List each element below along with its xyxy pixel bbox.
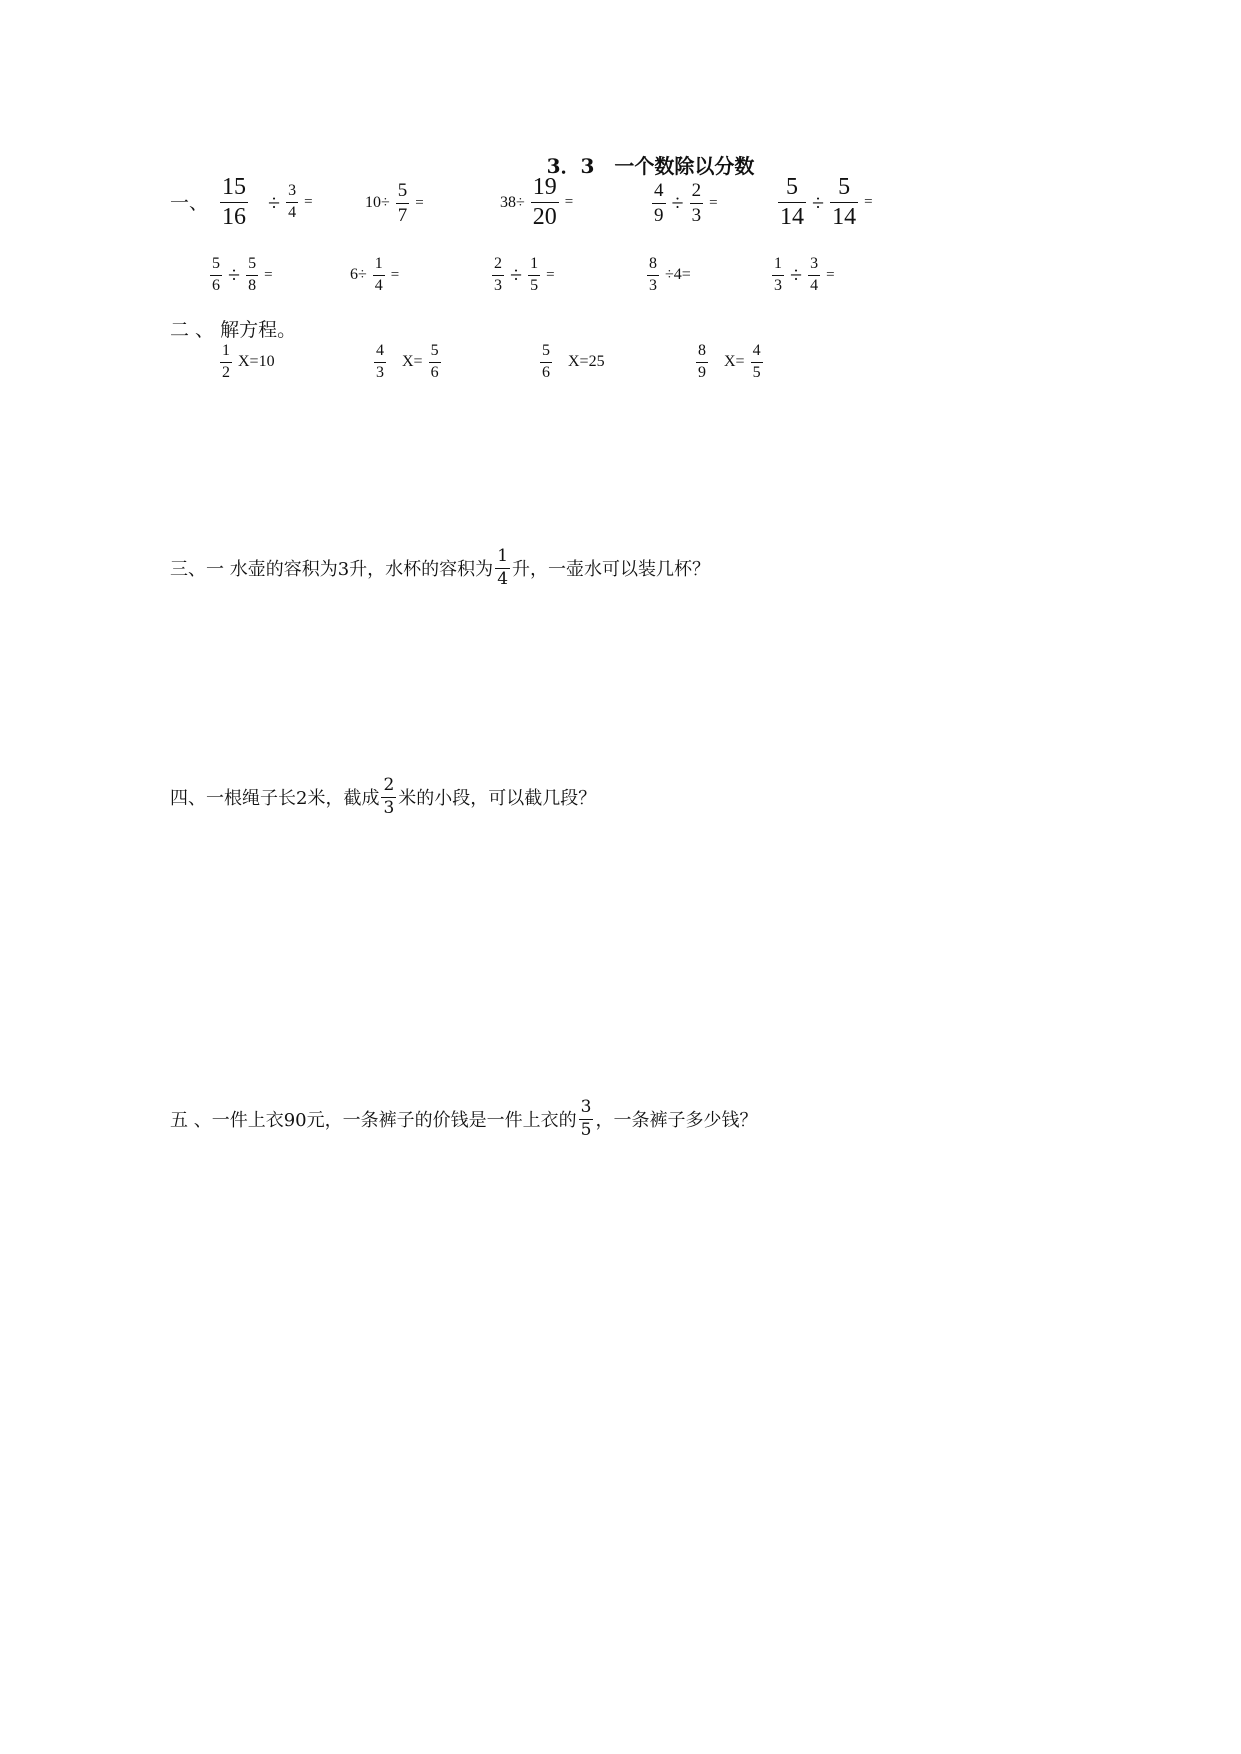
fraction: $\frac{5}{6}$ (430, 342, 439, 381)
fraction: $\frac{2}{3}$ (494, 255, 502, 294)
fraction: $\frac{5}{8}$ (248, 255, 257, 294)
question-5: 五 、一件上衣90元，一条裤子的价钱是一件上衣的 $\frac{3}{5}$ ，一条裤子多少钱？ (170, 1097, 758, 1140)
fraction: $\frac{3}{5}$ (580, 1097, 592, 1140)
fraction: $\frac{5}{6}$ (212, 255, 220, 294)
fraction: $\frac{1}{4}$ (497, 546, 509, 589)
equation-2: $\frac{4}{3}$ X= $\frac{5}{6}$ (376, 342, 439, 381)
fraction: $\frac{5}{14}$ (832, 174, 857, 231)
problem-1-3: 38÷ $\frac{19}{20}$ = (500, 174, 574, 231)
fraction: $\frac{1}{2}$ (222, 342, 230, 381)
equation-3: $\frac{5}{6}$ X=25 (542, 342, 605, 381)
equation-1: $\frac{1}{2}$ X=10 (222, 342, 275, 381)
fraction: $\frac{5}{14}$ (780, 174, 804, 231)
fraction: $\frac{5}{6}$ (542, 342, 550, 381)
part1-label: 一、 (170, 192, 209, 214)
part2-label: 二 、 解方程。 (170, 319, 297, 341)
question-3: 三、一 水壶的容积为3升，水杯的容积为 $\frac{1}{4}$ 升，一壶水可以装几杯？ (170, 546, 711, 589)
problem-1-5: $\frac{5}{14}$ ÷ $\frac{5}{14}$ = (780, 174, 873, 231)
problem-2-1: $\frac{5}{6}$ ÷ $\frac{5}{8}$ = (212, 255, 273, 294)
problem-2-4: $\frac{8}{3}$ ÷4= (649, 255, 691, 294)
problem-2-3: $\frac{2}{3}$ ÷ $\frac{1}{5}$ = (494, 255, 555, 294)
fraction: $\frac{1}{3}$ (774, 255, 782, 294)
fraction: $\frac{3}{4}$ (288, 182, 297, 222)
fraction: $\frac{8}{9}$ (698, 342, 706, 381)
fraction: $\frac{4}{5}$ (752, 342, 761, 381)
fraction: $\frac{15}{16}$ (222, 174, 246, 231)
fraction: $\frac{2}{3}$ (691, 180, 702, 226)
fraction: $\frac{2}{3}$ (383, 775, 395, 818)
problem-1-1: $\frac{15}{16}$ ÷ $\frac{3}{4}$ = (222, 174, 313, 231)
fraction: $\frac{8}{3}$ (649, 255, 657, 294)
question-4: 四、一根绳子长2米，截成 $\frac{2}{3}$ 米的小段，可以截几段？ (170, 775, 597, 818)
fraction: $\frac{1}{4}$ (374, 255, 383, 294)
fraction: $\frac{5}{7}$ (397, 180, 408, 226)
fraction: $\frac{4}{9}$ (654, 180, 664, 226)
page-title: 3．3 一个数除以分数 (546, 154, 755, 178)
problem-1-2: 10÷ $\frac{5}{7}$ = (365, 180, 424, 226)
fraction: $\frac{3}{4}$ (810, 255, 819, 294)
fraction: $\frac{4}{3}$ (376, 342, 384, 381)
equation-4: $\frac{8}{9}$ X= $\frac{4}{5}$ (698, 342, 761, 381)
fraction: $\frac{1}{5}$ (530, 255, 539, 294)
fraction: $\frac{19}{20}$ (532, 174, 557, 231)
problem-1-4: $\frac{4}{9}$ ÷ $\frac{2}{3}$ = (654, 180, 718, 226)
problem-2-5: $\frac{1}{3}$ ÷ $\frac{3}{4}$ = (774, 255, 835, 294)
problem-2-2: 6÷ $\frac{1}{4}$ = (350, 255, 400, 294)
